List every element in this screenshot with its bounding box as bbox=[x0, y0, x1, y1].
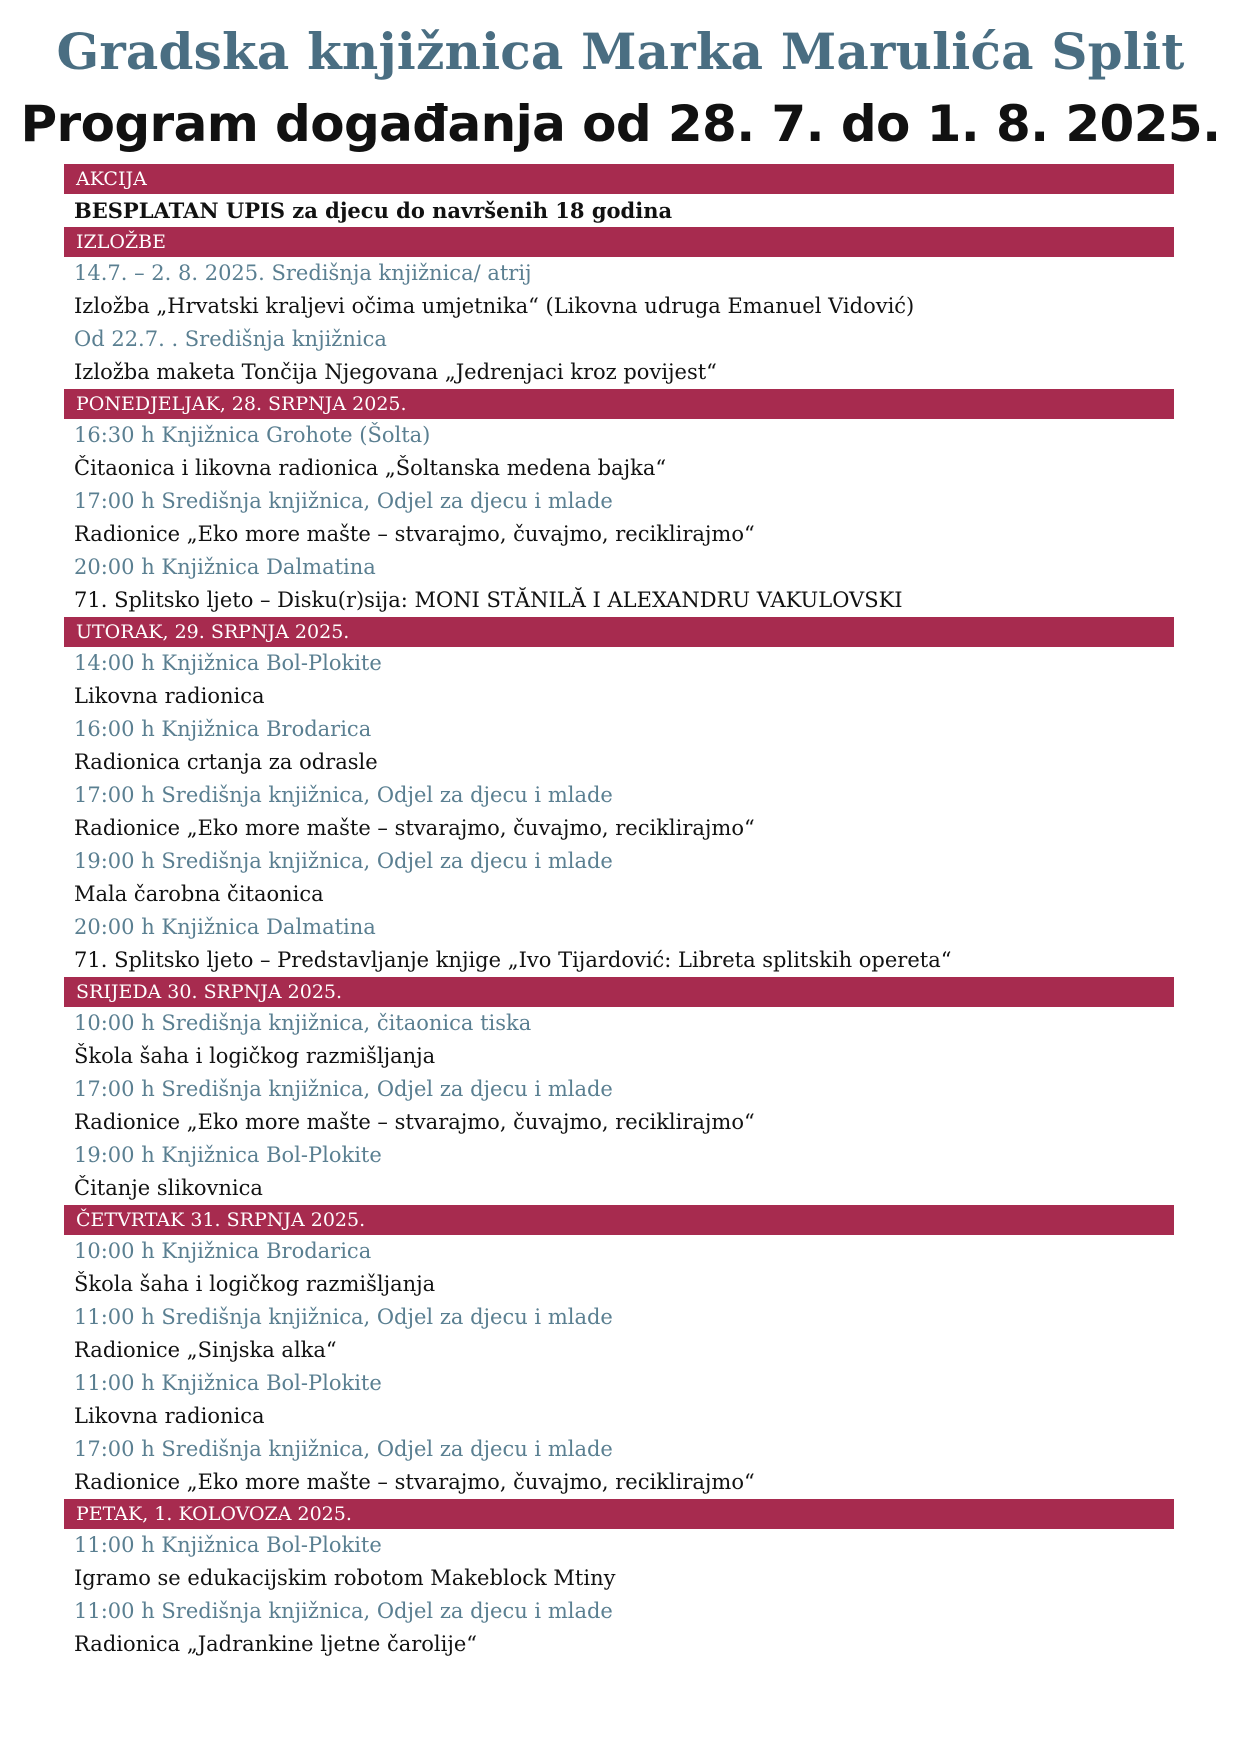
event-description: Radionice „Sinjska alka“ bbox=[74, 1338, 337, 1362]
event-time-location: 10:00 h Knjižnica Brodarica bbox=[74, 1239, 372, 1263]
event-description: Radionice „Eko more mašte – stvarajmo, čuvajmo, reciklirajmo“ bbox=[74, 522, 755, 546]
event-description: Radionica crtanja za odrasle bbox=[74, 750, 378, 774]
event-description: Škola šaha i logičkog razmišljanja bbox=[74, 1272, 436, 1296]
event-time-location: 19:00 h Knjižnica Bol-Plokite bbox=[74, 1143, 382, 1167]
section-heading: PETAK, 1. KOLOVOZA 2025. bbox=[64, 1499, 1174, 1529]
section-heading: PONEDJELJAK, 28. SRPNJA 2025. bbox=[64, 389, 1174, 419]
event-time-location: 17:00 h Središnja knjižnica, Odjel za djecu i mlade bbox=[74, 489, 613, 513]
event-time-location: 20:00 h Knjižnica Dalmatina bbox=[74, 555, 376, 579]
page-title: Gradska knjižnica Marka Marulića Split bbox=[56, 22, 1185, 81]
event-description: Radionice „Eko more mašte – stvarajmo, čuvajmo, reciklirajmo“ bbox=[74, 1110, 755, 1134]
schedule-section bbox=[64, 1205, 1174, 1499]
event-description: 71. Splitsko ljeto – Predstavljanje knjige „Ivo Tijardović: Libreta splitskih opereta“ bbox=[74, 948, 952, 972]
event-description: Radionica „Jadrankine ljetne čarolije“ bbox=[74, 1632, 478, 1656]
event-time-location: 11:00 h Središnja knjižnica, Odjel za djecu i mlade bbox=[74, 1305, 613, 1329]
event-description: Radionice „Eko more mašte – stvarajmo, čuvajmo, reciklirajmo“ bbox=[74, 1470, 755, 1494]
event-time-location: 11:00 h Središnja knjižnica, Odjel za djecu i mlade bbox=[74, 1599, 613, 1623]
event-description: Mala čarobna čitaonica bbox=[74, 882, 324, 906]
event-time-location: 17:00 h Središnja knjižnica, Odjel za djecu i mlade bbox=[74, 1437, 613, 1461]
event-time-location: 14.7. – 2. 8. 2025. Središnja knjižnica/ atrij bbox=[74, 261, 532, 285]
event-description: Škola šaha i logičkog razmišljanja bbox=[74, 1044, 436, 1068]
event-time-location: 19:00 h Središnja knjižnica, Odjel za djecu i mlade bbox=[74, 849, 613, 873]
event-time-location: 17:00 h Središnja knjižnica, Odjel za djecu i mlade bbox=[74, 783, 613, 807]
schedule-section bbox=[64, 1499, 1174, 1661]
event-description: Likovna radionica bbox=[74, 684, 265, 708]
event-time-location: 14:00 h Knjižnica Bol-Plokite bbox=[74, 651, 382, 675]
event-description: Čitanje slikovnica bbox=[74, 1176, 263, 1200]
event-description: Čitaonica i likovna radionica „Šoltanska medena bajka“ bbox=[74, 456, 667, 480]
event-time-location: Od 22.7. . Središnja knjižnica bbox=[74, 327, 387, 351]
section-heading: UTORAK, 29. SRPNJA 2025. bbox=[64, 617, 1174, 647]
event-time-location: 10:00 h Središnja knjižnica, čitaonica tiska bbox=[74, 1011, 532, 1035]
schedule-section bbox=[64, 617, 1174, 977]
event-time-location: 16:30 h Knjižnica Grohote (Šolta) bbox=[74, 423, 431, 447]
section-heading: SRIJEDA 30. SRPNJA 2025. bbox=[64, 977, 1174, 1007]
event-description: Izložba maketa Tončija Njegovana „Jedrenjaci kroz povijest“ bbox=[74, 360, 717, 384]
section-heading: AKCIJA bbox=[64, 164, 1174, 194]
event-time-location: 16:00 h Knjižnica Brodarica bbox=[74, 717, 372, 741]
schedule-section bbox=[64, 977, 1174, 1205]
event-description: Radionice „Eko more mašte – stvarajmo, čuvajmo, reciklirajmo“ bbox=[74, 816, 755, 840]
section-heading: IZLOŽBE bbox=[64, 227, 1174, 257]
section-heading: ČETVRTAK 31. SRPNJA 2025. bbox=[64, 1205, 1174, 1235]
schedule-section bbox=[64, 164, 1174, 227]
event-description: 71. Splitsko ljeto – Disku(r)sija: MONI STĂNILĂ I ALEXANDRU VAKULOVSKI bbox=[74, 588, 903, 612]
event-description: Igramo se edukacijskim robotom Makeblock Mtiny bbox=[74, 1566, 616, 1590]
schedule-section bbox=[64, 389, 1174, 617]
event-time-location: 11:00 h Knjižnica Bol-Plokite bbox=[74, 1533, 382, 1557]
event-description: Izložba „Hrvatski kraljevi očima umjetnika“ (Likovna udruga Emanuel Vidović) bbox=[74, 294, 915, 318]
event-schedule bbox=[64, 164, 1174, 1661]
page-subtitle: Program događanja od 28. 7. do 1. 8. 2025. bbox=[20, 95, 1221, 153]
event-time-location: 17:00 h Središnja knjižnica, Odjel za djecu i mlade bbox=[74, 1077, 613, 1101]
event-description: BESPLATAN UPIS za djecu do navršenih 18 godina bbox=[74, 198, 673, 223]
event-time-location: 11:00 h Knjižnica Bol-Plokite bbox=[74, 1371, 382, 1395]
event-description: Likovna radionica bbox=[74, 1404, 265, 1428]
event-time-location: 20:00 h Knjižnica Dalmatina bbox=[74, 915, 376, 939]
schedule-section bbox=[64, 227, 1174, 389]
